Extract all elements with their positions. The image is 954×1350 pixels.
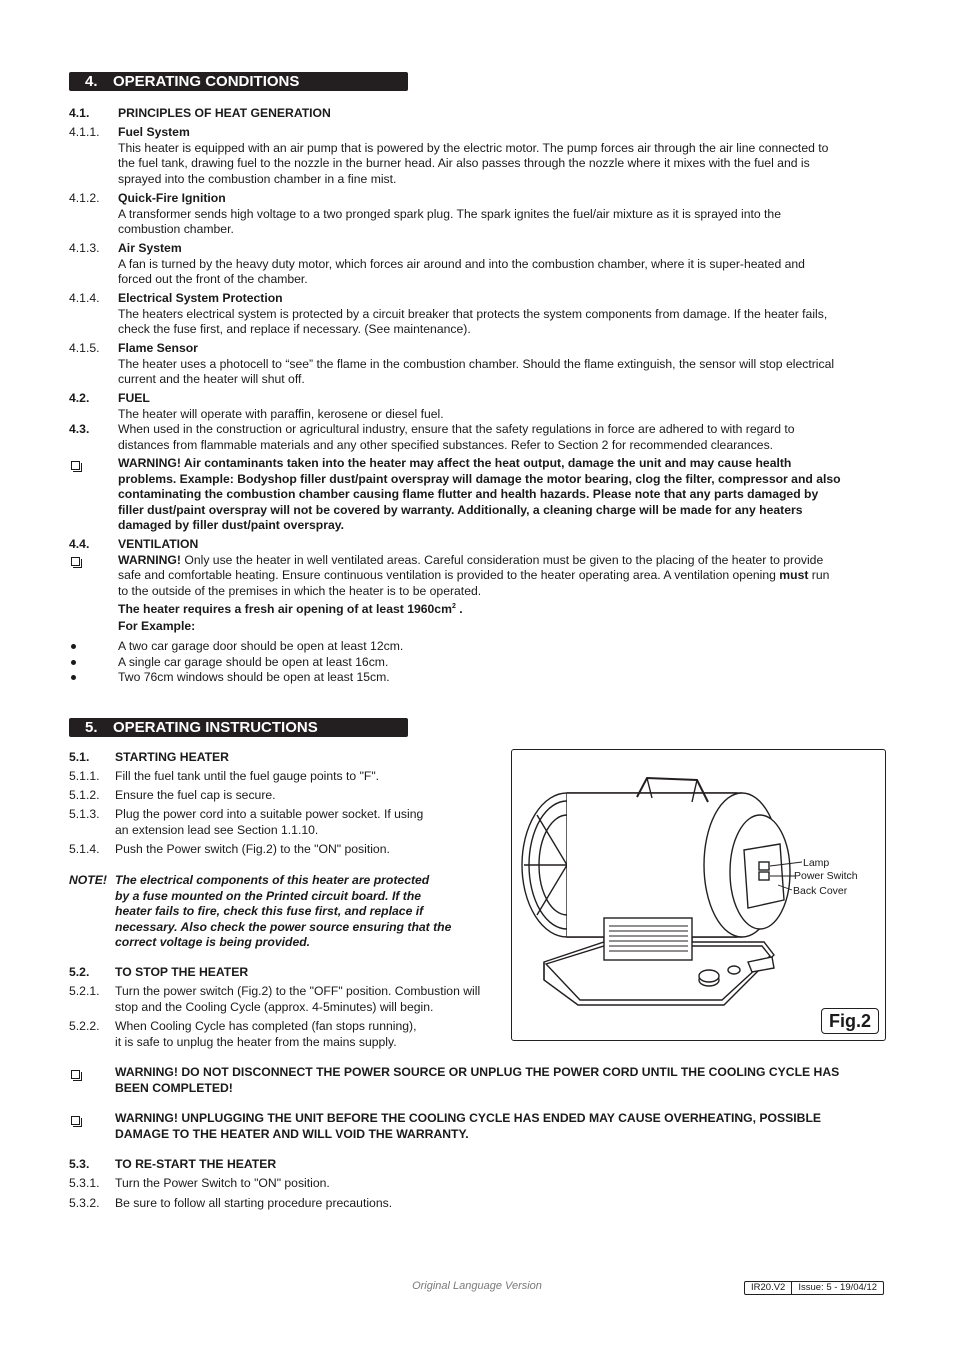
step-text: an extension lead see Section 1.1.10.	[115, 822, 319, 837]
item-number: 4.1.1.	[69, 125, 100, 139]
step-text: it is safe to unplug the heater from the mains supply.	[115, 1034, 397, 1049]
item-line: The heater uses a photocell to “see” the flame in the combustion chamber. Should the flame extinguish, the sensor will stop electrical	[118, 356, 835, 371]
subsection-number: 5.1.	[69, 750, 90, 764]
step-text: Push the Power switch (Fig.2) to the "ON" position.	[115, 842, 390, 856]
warning-line: filler dust/paint overspray will not be covered by warranty. Additionally, a cleaning charge will be made for any heaters	[118, 502, 803, 517]
callout-lamp: Lamp	[803, 857, 830, 869]
subsection-number: 5.2.	[69, 965, 90, 979]
ventilation-requirement	[118, 599, 463, 618]
item-line: The heaters electrical system is protected by a circuit breaker that protects the system components from damage. If the heater fails,	[118, 306, 828, 321]
figure-heater-diagram	[511, 749, 886, 1041]
bullet-icon	[71, 644, 76, 649]
item-line: This heater is equipped with an air pump that is powered by the electric motor. The pump forces air through the air line connected to	[118, 140, 829, 155]
callout-power-switch: Power Switch	[794, 870, 858, 882]
bullet-icon	[71, 675, 76, 680]
note-line: The electrical components of this heater are protected	[115, 873, 430, 887]
callout-back-cover: Back Cover	[793, 885, 848, 897]
subsection-number: 4.1.	[69, 106, 90, 120]
section-number: 5.	[85, 719, 98, 736]
warning-line: DAMAGE TO THE HEATER AND WILL VOID THE WARRANTY.	[115, 1126, 469, 1141]
subsection-number: 4.2.	[69, 391, 90, 405]
item-line: forced out the front of the chamber.	[118, 272, 308, 286]
item-title: Quick-Fire Ignition	[118, 191, 226, 205]
for-example-label: For Example:	[118, 619, 196, 633]
step-number: 5.3.2.	[69, 1196, 100, 1210]
item-line: combustion chamber.	[118, 222, 234, 236]
text: safe and comfortable heating. Ensure continuous ventilation is provided to the heater operating area. A ventilation opening	[118, 568, 780, 582]
paragraph-line: When used in the construction or agricultural industry, ensure that the safety regulations in force are adhered to with regard to	[118, 422, 795, 436]
step-text: Fill the fuel tank until the fuel gauge points to "F".	[115, 769, 380, 783]
step-text: Plug the power cord into a suitable power socket. If using	[115, 807, 424, 821]
step-number: 5.3.1.	[69, 1176, 100, 1190]
bullet-text: A single car garage should be open at least 16cm.	[118, 654, 389, 669]
warning-line: WARNING! UNPLUGGING THE UNIT BEFORE THE COOLING CYCLE HAS ENDED MAY CAUSE OVERHEATING, POSSIBLE	[115, 1111, 822, 1125]
section-title: OPERATING INSTRUCTIONS	[113, 719, 318, 736]
bullet-text: A two car garage door should be open at least 12cm.	[118, 639, 404, 653]
paragraph: The heater will operate with paraffin, kerosene or diesel fuel.	[118, 406, 444, 421]
step-number: 5.2.1.	[69, 984, 100, 998]
step-number: 5.1.4.	[69, 842, 100, 856]
note-line: necessary. Also check the power source ensuring that the	[115, 919, 452, 934]
section-title: OPERATING CONDITIONS	[113, 73, 300, 90]
warning-checkbox-icon	[71, 1067, 80, 1083]
step-text: When Cooling Cycle has completed (fan stops running),	[115, 1019, 417, 1033]
section-5-header	[69, 718, 408, 737]
text: The heater requires a fresh air opening of at least 1960cm	[118, 602, 452, 617]
footer-language-version: Original Language Version	[412, 1280, 542, 1292]
warning-line: contaminating the combustion chamber causing flame flutter and health hazards. Please note that any parts damaged by	[118, 487, 819, 501]
step-number: 5.1.2.	[69, 788, 100, 802]
step-number: 5.1.3.	[69, 807, 100, 821]
section-4-header	[69, 72, 408, 91]
superscript: 2	[451, 603, 456, 610]
item-number: 4.1.5.	[69, 341, 100, 355]
warning-checkbox-icon	[71, 554, 80, 570]
item-line: the fuel tank, drawing fuel to the nozzle in the burner head. Air also passes through the nozzle where it mixes with the fuel and is	[118, 156, 810, 170]
item-line: sprayed into the combustion chamber in a fine mist.	[118, 171, 397, 186]
note-line: correct voltage is being provided.	[115, 935, 311, 949]
text: Only use the heater in well ventilated areas. Careful consideration must be given to the placing of the heater to provide	[180, 552, 824, 567]
item-title: Air System	[118, 241, 182, 255]
warning-line: WARNING! DO NOT DISCONNECT THE POWER SOURCE OR UNPLUG THE POWER CORD UNTIL THE COOLING CYCLE HAS	[115, 1065, 840, 1079]
warning-label: WARNING!	[118, 552, 181, 567]
step-text: Be sure to follow all starting procedure precautions.	[115, 1196, 393, 1210]
paragraph-line: distances from flammable materials and any other specified substances. Refer to Section 2 for recommended clearances.	[118, 437, 774, 452]
footer-issue: Issue: 5 - 19/04/12	[791, 1282, 883, 1294]
text: run	[808, 568, 830, 582]
warning-line: WARNING! Air contaminants taken into the heater may affect the heat output, damage the unit and may cause health	[118, 456, 792, 470]
footer-model: IR20.V2	[751, 1282, 786, 1293]
step-text: Turn the power switch (Fig.2) to the "OFF" position. Combustion will	[115, 984, 481, 998]
ventilation-line-3: to the outside of the premises in which the heater is to be operated.	[118, 583, 482, 598]
bullet-icon	[71, 660, 76, 665]
item-line: current and the heater will shut off.	[118, 372, 305, 386]
item-title: Flame Sensor	[118, 341, 198, 355]
subsection-title: FUEL	[118, 391, 150, 405]
footer-model-issue-box	[744, 1281, 884, 1295]
item-number: 4.1.2.	[69, 191, 100, 205]
item-title: Fuel System	[118, 125, 190, 139]
step-text: Ensure the fuel cap is secure.	[115, 788, 276, 802]
subsection-title: TO STOP THE HEATER	[115, 965, 249, 979]
step-number: 5.1.1.	[69, 769, 100, 783]
item-title: Electrical System Protection	[118, 291, 283, 305]
list-item	[69, 639, 869, 655]
text: .	[455, 602, 463, 617]
figure-label: Fig.2	[821, 1008, 879, 1034]
item-number: 4.1.3.	[69, 241, 100, 255]
list-item	[69, 655, 869, 671]
section-number: 4.	[85, 73, 98, 90]
subsection-number: 5.3.	[69, 1157, 90, 1171]
ventilation-line-1	[118, 553, 823, 569]
warning-checkbox-icon	[71, 458, 80, 474]
subsection-number: 4.4.	[69, 537, 90, 551]
warning-checkbox-icon	[71, 1113, 80, 1129]
list-item	[69, 670, 869, 686]
subsection-title: PRINCIPLES OF HEAT GENERATION	[118, 106, 331, 120]
subsection-title: STARTING HEATER	[115, 750, 229, 764]
item-line: A transformer sends high voltage to a two pronged spark plug. The spark ignites the fuel/air mixture as it is sprayed into the	[118, 206, 781, 221]
note-line: by a fuse mounted on the Printed circuit board. If the	[115, 888, 422, 903]
bullet-text: Two 76cm windows should be open at least 15cm.	[118, 670, 390, 684]
step-text: stop and the Cooling Cycle (approx. 4-5minutes) will begin.	[115, 999, 434, 1014]
subsection-number: 4.3.	[69, 422, 90, 436]
warning-line: BEEN COMPLETED!	[115, 1080, 233, 1095]
restart-steps-list	[69, 1176, 569, 1216]
step-number: 5.2.2.	[69, 1019, 100, 1033]
item-number: 4.1.4.	[69, 291, 100, 305]
emphasis: must	[779, 568, 809, 582]
ventilation-line-2	[118, 568, 829, 584]
item-line: check the fuse first, and replace if necessary. (See maintenance).	[118, 322, 471, 336]
warning-line: problems. Example: Bodyshop filler dust/paint overspray will damage the motor bearing, clog the filter, compressor and also	[118, 471, 841, 486]
subsection-title: TO RE-START THE HEATER	[115, 1157, 277, 1171]
note-line: heater fails to fire, check this fuse first, and replace if	[115, 904, 424, 918]
subsection-title: VENTILATION	[118, 537, 199, 551]
step-text: Turn the Power Switch to "ON" position.	[115, 1176, 330, 1190]
warning-line: damaged by filler dust/paint overspray.	[118, 518, 344, 532]
item-line: A fan is turned by the heavy duty motor, which forces air around and into the combustion chamber, where it is super-heated and	[118, 256, 805, 271]
note-label: NOTE!	[69, 873, 107, 887]
